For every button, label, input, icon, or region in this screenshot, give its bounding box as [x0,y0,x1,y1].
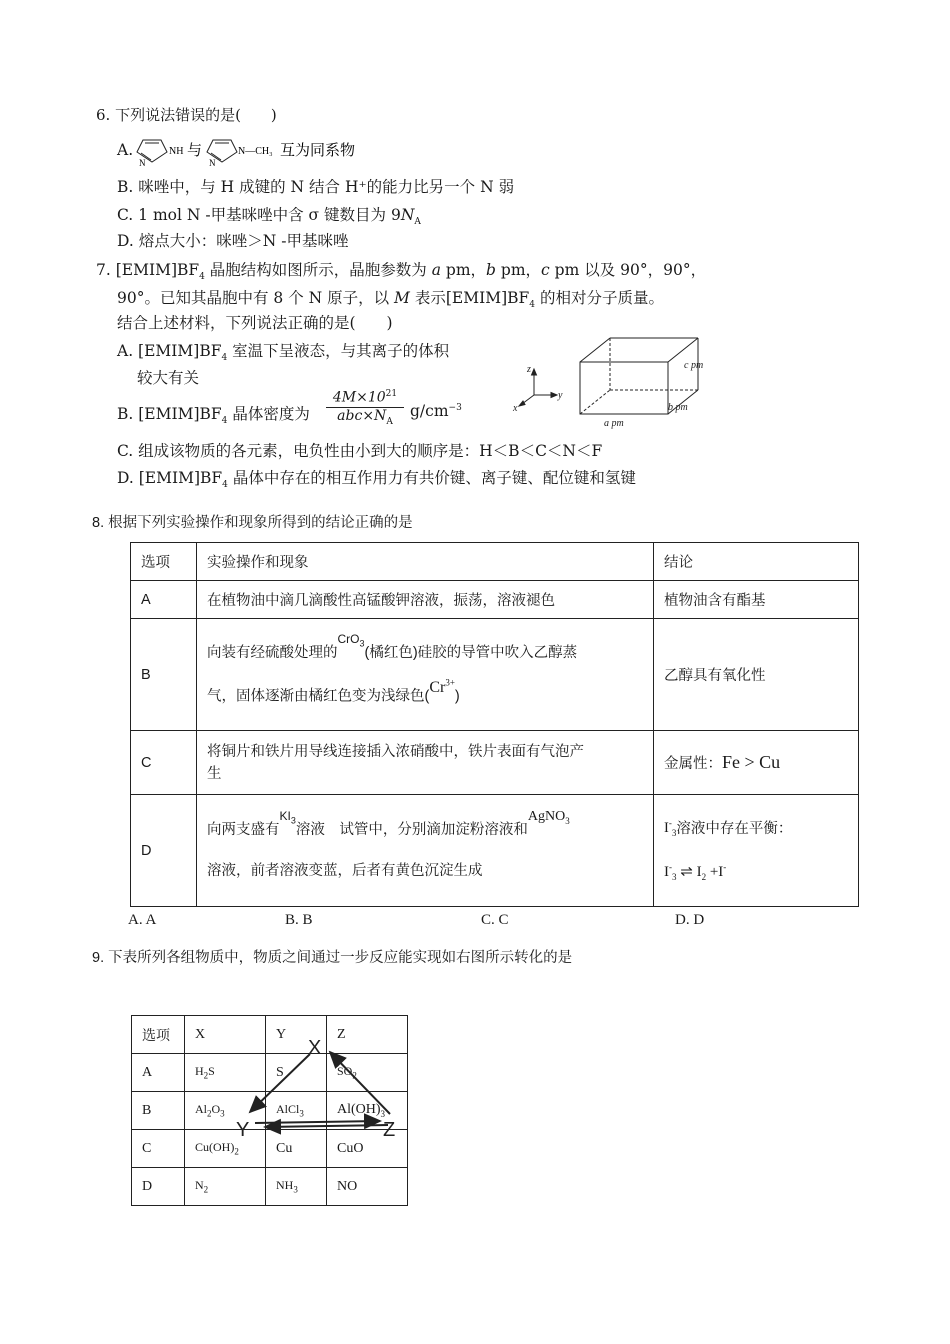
q7-od-a: D. [EMIM]BF [117,469,223,487]
cell-front-face [580,362,668,414]
row-a-text: 在植物油中滴几滴酸性高锰酸钾溶液，振荡，溶液褪色 [197,581,654,619]
q7-param-a: a [431,261,441,279]
q7-od-b: 晶体中存在的相互作用力有共价键、离子键、配位键和氢键 [227,469,636,487]
a-pm-label: a pm [604,418,624,429]
z: Al(OH) [337,1102,381,1118]
axis-z-label: z [527,364,531,375]
q7-option-b [117,402,310,426]
q7-oa-sub: 4 [221,353,228,364]
i3-ion [664,818,677,839]
table-row [131,731,859,795]
x-sub: 2 [203,1070,209,1081]
row-b-d: ) [454,688,460,705]
node-y-label: Y [236,1119,250,1141]
q9-row-d-y [266,1168,327,1206]
row-c-option: C [131,731,197,795]
q7-l2-sub: 4 [529,300,536,311]
q7-pm2: pm， [495,261,542,279]
q7-stem-line1 [96,258,706,282]
row-d-conclusion [654,795,859,907]
methylimidazole-methyl-label: N—CH₃ [238,146,273,157]
arrow-z-to-x [330,1052,390,1114]
header-option: 选项 [131,543,197,581]
q7-option-d [117,466,636,490]
row-b-b: (橘红色)硅胶的导管中吹入乙醇蒸 [364,644,578,661]
unit-cell-diagram [510,330,730,430]
q7-oa-a: A. [EMIM]BF [117,342,222,360]
agno3: AgNO [527,809,566,825]
q6-option-c-na: N [400,206,415,224]
row-c-b: 生 [207,765,222,782]
row-c-concl-b: Fe > Cu [722,752,781,772]
cro3: CrO [337,631,360,646]
q6-option-c-text: C. 1 mol N -甲基咪唑中含 σ 键数目为 9 [117,206,401,224]
q9-header-option: 选项 [132,1016,185,1054]
row-d-c: 溶液，前者溶液变蓝，后者有黄色沉淀生成 [207,862,483,879]
imidazole-structures [135,134,380,168]
row-c-a: 将铜片和铁片用导线连接插入浓硝酸中，铁片表面有气泡产 [207,743,584,760]
methylimidazole-n-label: N [209,158,216,168]
x2: S [208,1064,215,1079]
q7-l1-c: pm 以及 90°，90°， [549,261,707,279]
unit-exp: −3 [448,402,462,413]
q7-option-a [117,339,449,363]
arrow-z-to-y [265,1125,388,1127]
q7-param-m: M [394,289,410,307]
imidazole-nh-label: NH [169,146,184,157]
x-sub2: 3 [220,1108,225,1119]
q6-option-a [117,141,133,159]
row-b-conclusion: 乙醇具有氧化性 [654,619,859,731]
q9-row-a-y: S [266,1054,327,1092]
row-d-option: D [131,795,197,907]
row-c-text [197,731,654,795]
eq-plus: +I [709,864,724,881]
q9-header-x: X [185,1016,266,1054]
i3-sup: - [668,818,672,829]
y: AlCl [276,1102,300,1117]
q7-ob-sub: 4 [221,416,228,427]
q7-l2-b: 表示[EMIM]BF [409,289,530,307]
y-sub: 3 [299,1108,304,1119]
table-header-row [131,543,859,581]
frac-exp: 21 [385,389,398,399]
q7-param-b: b [486,261,496,279]
q7-ob-a: B. [EMIM]BF [117,405,222,423]
ki3-formula [279,809,296,826]
q7-l1-a: 7. [EMIM]BF [96,261,200,279]
table-row [131,619,859,731]
q8-answer-c: C. C [481,912,509,928]
z: SO [337,1064,353,1079]
q6-option-c [117,203,421,227]
row-d-b: 溶液 试管中，分别滴加淀粉溶液和 [295,822,528,839]
agno3-sub: 3 [565,815,570,826]
equilibrium-equation [664,850,848,894]
fraction-numerator [326,389,404,408]
unit: g/cm [410,402,449,420]
i3-sub: 3 [671,828,677,839]
q6-option-b: B. 咪唑中，与 H 成键的 N 结合 H⁺的能力比另一个 N 弱 [117,178,515,196]
q7-option-c: C. 组成该物质的各元素，电负性由小到大的顺序是：H＜B＜C＜N＜F [117,442,603,460]
q6-option-d: D. 熔点大小：咪唑＞N -甲基咪唑 [117,232,349,250]
x: N [195,1178,204,1193]
row-c-concl-a: 金属性： [664,756,722,772]
row-a-option: A [131,581,197,619]
q7-oa-b: 室温下呈液态，与其离子的体积 [227,342,450,360]
frac-num: 4M×10 [332,389,386,406]
cr3-ion [429,679,455,696]
node-z-label: Z [383,1119,396,1141]
row-d-concl-a: 溶液中存在平衡： [676,820,793,837]
ki3-sub: 3 [290,815,296,826]
q7-l1-b: 晶胞结构如图所示，晶胞参数为 [204,261,432,279]
row-a-conclusion: 植物油含有酯基 [654,581,859,619]
q6-option-a-prefix: A. [117,141,134,159]
q9-stem: 9. 下表所列各组物质中，物质之间通过一步反应能实现如右图所示转化的是 [92,950,573,966]
q7-option-a-cont: 较大有关 [137,369,200,387]
arrow-y-to-z [255,1121,380,1123]
header-conclusion: 结论 [654,543,859,581]
q8-answer-b: B. B [285,912,313,928]
cro3-sub: 3 [359,638,365,649]
q9-row-c-y: Cu [266,1130,327,1168]
q6-option-a-and: 与 [187,141,203,159]
q7-stem-line2 [117,286,664,310]
eq-i3-sub: 3 [672,872,677,883]
agno3-formula [528,809,570,824]
x: Al [195,1102,207,1117]
q9-row-d-x [185,1168,266,1206]
x: H [195,1064,204,1079]
density-unit [410,402,462,420]
equilibrium-arrow-icon: ⇌ [680,864,693,881]
q8-table [130,542,859,907]
node-x-label: X [308,1037,322,1059]
x-sub: 2 [207,1108,212,1119]
x-sub: 2 [234,1146,239,1157]
axis-y-label: y [558,390,563,401]
cro3-formula [337,631,365,649]
q9-header-z: Z [327,1016,408,1054]
q7-l2-c: 的相对分子质量。 [535,289,664,307]
q7-ob-b: 晶体密度为 [227,405,310,423]
q7-stem-line3: 结合上述材料，下列说法正确的是( ) [117,314,393,332]
q7-l1-sub: 4 [199,272,205,283]
table-row [131,581,859,619]
q8-answer-d: D. D [675,912,705,928]
c-pm-label: c pm [684,360,704,371]
eq-i2-sub: 2 [701,872,707,883]
eq-i3: I [664,864,669,881]
row-b-option: B [131,619,197,731]
y-sub: 3 [293,1184,298,1195]
b-pm-label: b pm [668,402,688,413]
fraction-denominator [326,408,404,427]
eq-plus-sup: - [723,862,727,873]
table-row [131,795,859,907]
z-sub: 3 [380,1108,386,1119]
q9-row-c-option: C [132,1130,185,1168]
q7-param-c: c [541,261,550,279]
frac-den: abc×N [337,407,387,424]
cr: Cr [429,679,446,697]
axes-icon [519,369,557,406]
q6-option-a-suffix: 互为同系物 [280,141,356,159]
q8-stem: 8. 根据下列实验操作和现象所得到的结论正确的是 [92,515,413,531]
eq-i2: I [696,864,702,881]
x-sub: 2 [203,1184,209,1195]
arrow-x-to-y [250,1054,310,1112]
y: NH [276,1178,294,1193]
q9-row-b-option: B [132,1092,185,1130]
table-row [132,1168,408,1206]
q6-stem: 6. 下列说法错误的是( ) [96,106,277,124]
i3: I [664,820,669,837]
q7-l2-a: 90°。已知其晶胞中有 8 个 N 原子，以 [117,289,395,307]
q6-option-c-na-sub: A [414,217,421,228]
row-c-conclusion [654,731,859,795]
q9-header-y: Y [266,1016,327,1054]
row-b-c: 气，固体逐渐由橘红色变为浅绿色( [207,688,430,705]
row-d-a: 向两支盛有 [207,822,280,839]
header-operation: 实验操作和现象 [197,543,654,581]
q7-od-sub: 4 [222,480,228,491]
row-b-text [197,619,654,731]
q9-row-d-option: D [132,1168,185,1206]
row-d-text [197,795,654,907]
ki3: KI [279,809,291,824]
x2: O [211,1102,221,1117]
q9-row-c-z: CuO [327,1130,408,1168]
q9-row-d-z: NO [327,1168,408,1206]
frac-den-sub: A [386,416,393,427]
axis-x-label: x [513,403,518,414]
q8-answer-a: A. A [128,912,157,928]
cr-sup: 3+ [445,678,455,689]
imidazole-n-label: N [139,158,146,168]
z-sub: 2 [352,1070,357,1081]
q7-pm1: pm， [440,261,487,279]
x: Cu(OH) [195,1140,235,1155]
row-b-a: 向装有经硫酸处理的 [207,644,338,661]
eq-i3-sup: - [669,862,672,873]
q9-row-a-option: A [132,1054,185,1092]
density-fraction [326,389,404,426]
xyz-conversion-diagram [230,1030,410,1145]
